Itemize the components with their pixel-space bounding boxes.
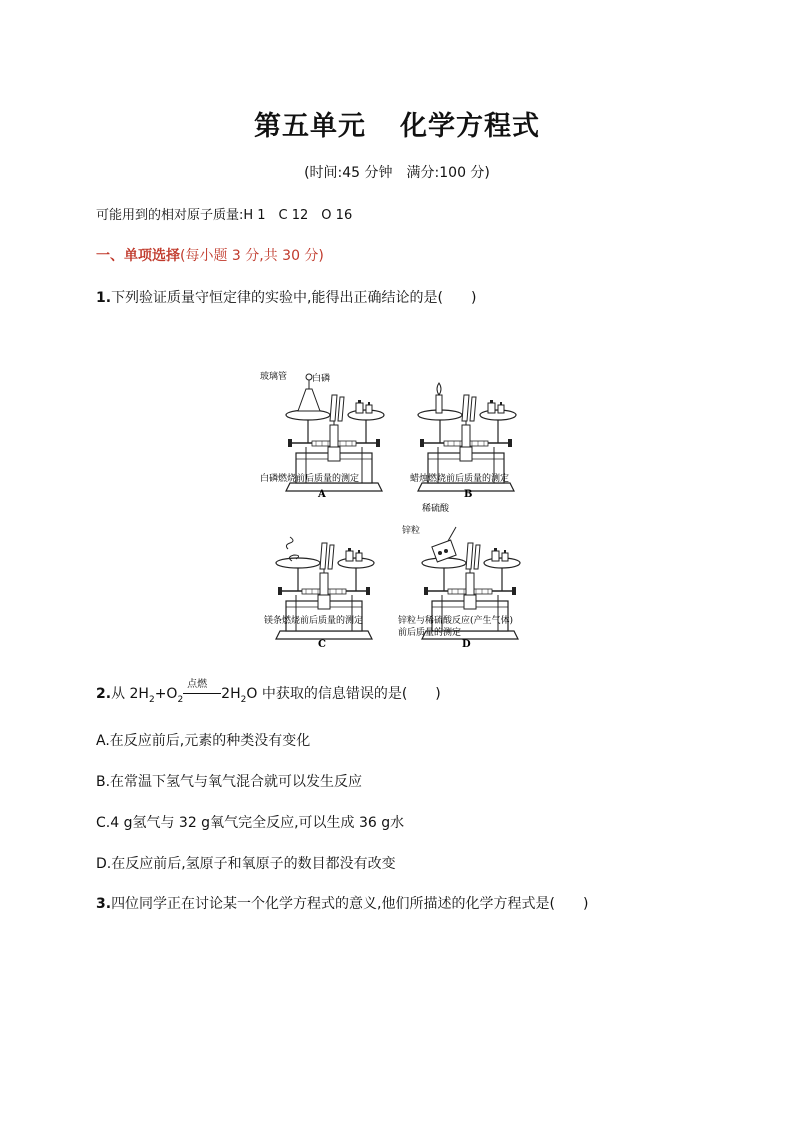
letter-d: D	[462, 639, 471, 650]
question-number: 3.	[96, 896, 112, 912]
subscript: 2	[240, 694, 247, 705]
letter-c: C	[318, 639, 326, 650]
page-title	[0, 104, 794, 143]
caption-a: 白磷燃烧前后质量的测定	[260, 474, 360, 484]
equation-reactant: 从 2H	[111, 686, 149, 702]
letter-a: A	[318, 489, 326, 500]
title-part2: 化学方程式	[400, 111, 540, 142]
atomic-masses-note: 可能用到的相对原子质量:H 1 C 12 O 16	[96, 208, 353, 223]
label-glass-tube: 玻璃管	[260, 372, 288, 382]
balance-experiment-figure	[252, 365, 548, 655]
label-dilute-acid: 稀硫酸	[422, 504, 450, 514]
question-1	[96, 287, 476, 307]
question-number: 2.	[96, 686, 112, 702]
subscript: 2	[177, 694, 184, 705]
caption-b: 蜡烛燃烧前后质量的测定	[410, 474, 510, 484]
question-2	[96, 679, 441, 705]
reaction-condition: 点燃	[187, 679, 208, 690]
label-zinc: 锌粒	[402, 526, 421, 536]
section-heading	[96, 245, 324, 265]
section-heading-title: 一、单项选择	[96, 248, 180, 264]
exam-subtitle: (时间:45 分钟 满分:100 分)	[304, 165, 490, 181]
option-b: B.在常温下氢气与氧气混合就可以发生反应	[96, 774, 363, 790]
label-white-phosphorus: 白磷	[312, 374, 331, 384]
reaction-arrow	[183, 679, 221, 699]
question-bracket-close: )	[470, 290, 477, 306]
section-heading-note: (每小题 3 分,共 30 分)	[180, 248, 324, 264]
option-c: C.4 g氢气与 32 g氧气完全反应,可以生成 36 g水	[96, 815, 405, 831]
balance-diagrams	[252, 365, 548, 655]
caption-d-line1: 锌粒与稀硫酸反应(产生气体)	[398, 616, 514, 626]
caption-d-line2: 前后质量的测定	[398, 628, 462, 638]
equation-product: 2H	[221, 686, 241, 702]
question-number: 1.	[96, 290, 112, 306]
question-3	[96, 893, 588, 913]
letter-b: B	[464, 489, 473, 500]
equation-product-tail: O	[246, 686, 258, 702]
question-bracket-close: )	[582, 896, 589, 912]
question-bracket-close: )	[435, 686, 441, 702]
title-part1: 第五单元	[254, 111, 366, 142]
subscript: 2	[148, 694, 155, 705]
caption-c: 镁条燃烧前后质量的测定	[264, 616, 364, 626]
option-d: D.在反应前后,氢原子和氧原子的数目都没有改变	[96, 856, 396, 872]
equation-plus: +O	[154, 686, 178, 702]
question-text: 四位同学正在讨论某一个化学方程式的意义,他们所描述的化学方程式是(	[111, 896, 555, 912]
option-a: A.在反应前后,元素的种类没有变化	[96, 733, 311, 749]
question-text: 下列验证质量守恒定律的实验中,能得出正确结论的是(	[111, 290, 443, 306]
question-text: 中获取的信息错误的是(	[257, 686, 408, 702]
